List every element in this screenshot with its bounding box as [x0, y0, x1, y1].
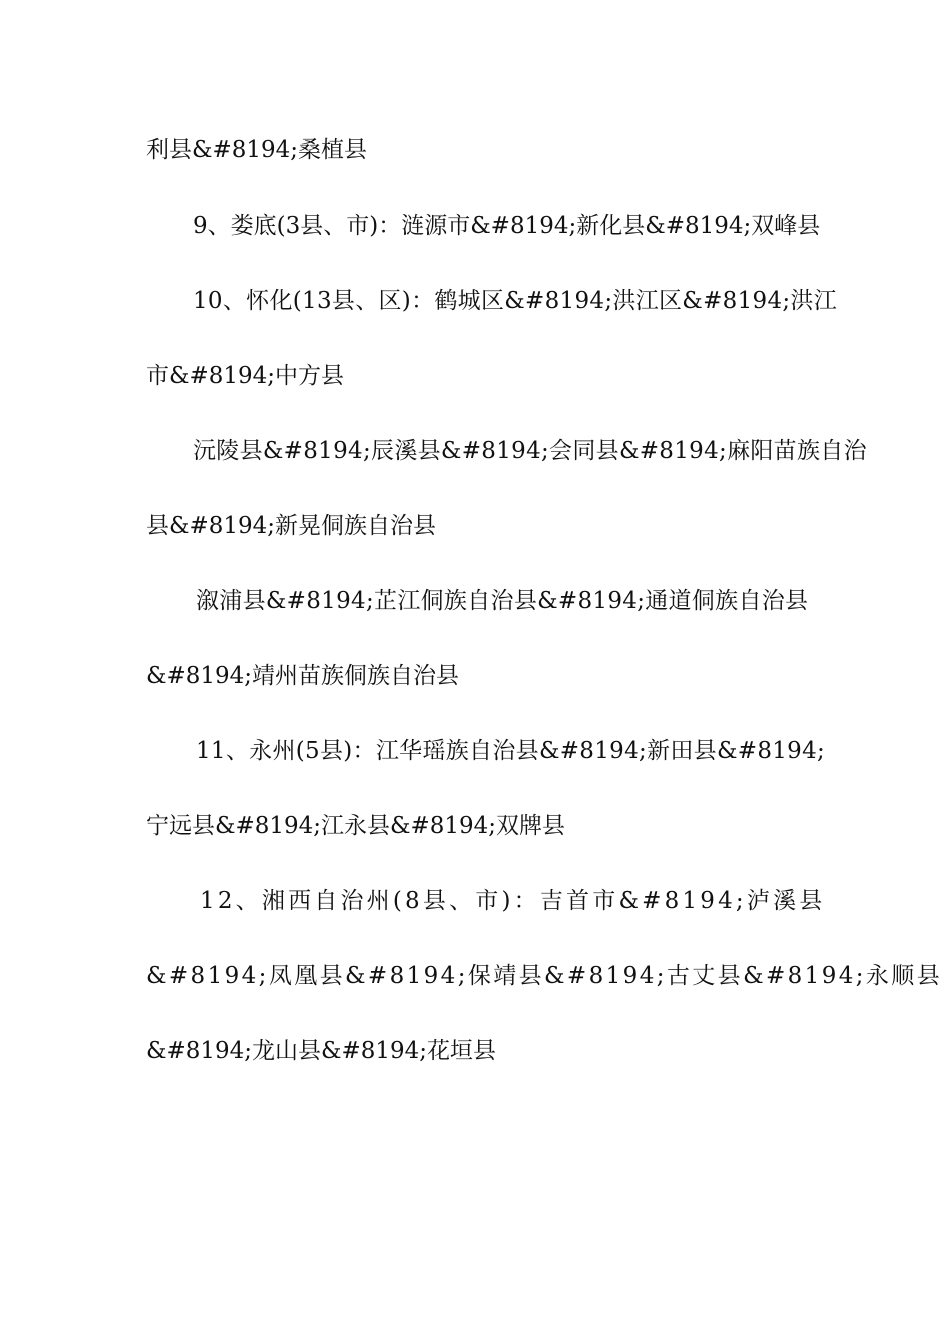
text-line: 利县&#8194;桑植县 — [146, 137, 368, 163]
text-line: 市&#8194;中方县 — [146, 363, 345, 389]
text-line: 溆浦县&#8194;芷江侗族自治县&#8194;通道侗族自治县 — [196, 588, 809, 614]
text-line: &#8194;靖州苗族侗族自治县 — [146, 663, 460, 689]
text-line: 11、永州(5县)：江华瑶族自治县&#8194;新田县&#8194; — [196, 738, 826, 764]
text-line: 10、怀化(13县、区)：鹤城区&#8194;洪江区&#8194;洪江 — [193, 288, 838, 314]
text-line: 沅陵县&#8194;辰溪县&#8194;会同县&#8194;麻阳苗族自治 — [193, 438, 867, 464]
text-line: 12、湘西自治州(8县、市)：吉首市&#8194;泸溪县 — [200, 888, 826, 914]
text-line: &#8194;龙山县&#8194;花垣县 — [146, 1038, 497, 1064]
text-line: 9、娄底(3县、市)：涟源市&#8194;新化县&#8194;双峰县 — [193, 213, 821, 239]
text-line: 县&#8194;新晃侗族自治县 — [146, 513, 437, 539]
text-line: &#8194;凤凰县&#8194;保靖县&#8194;古丈县&#8194;永顺县 — [146, 963, 943, 989]
text-line: 宁远县&#8194;江永县&#8194;双牌县 — [146, 813, 566, 839]
